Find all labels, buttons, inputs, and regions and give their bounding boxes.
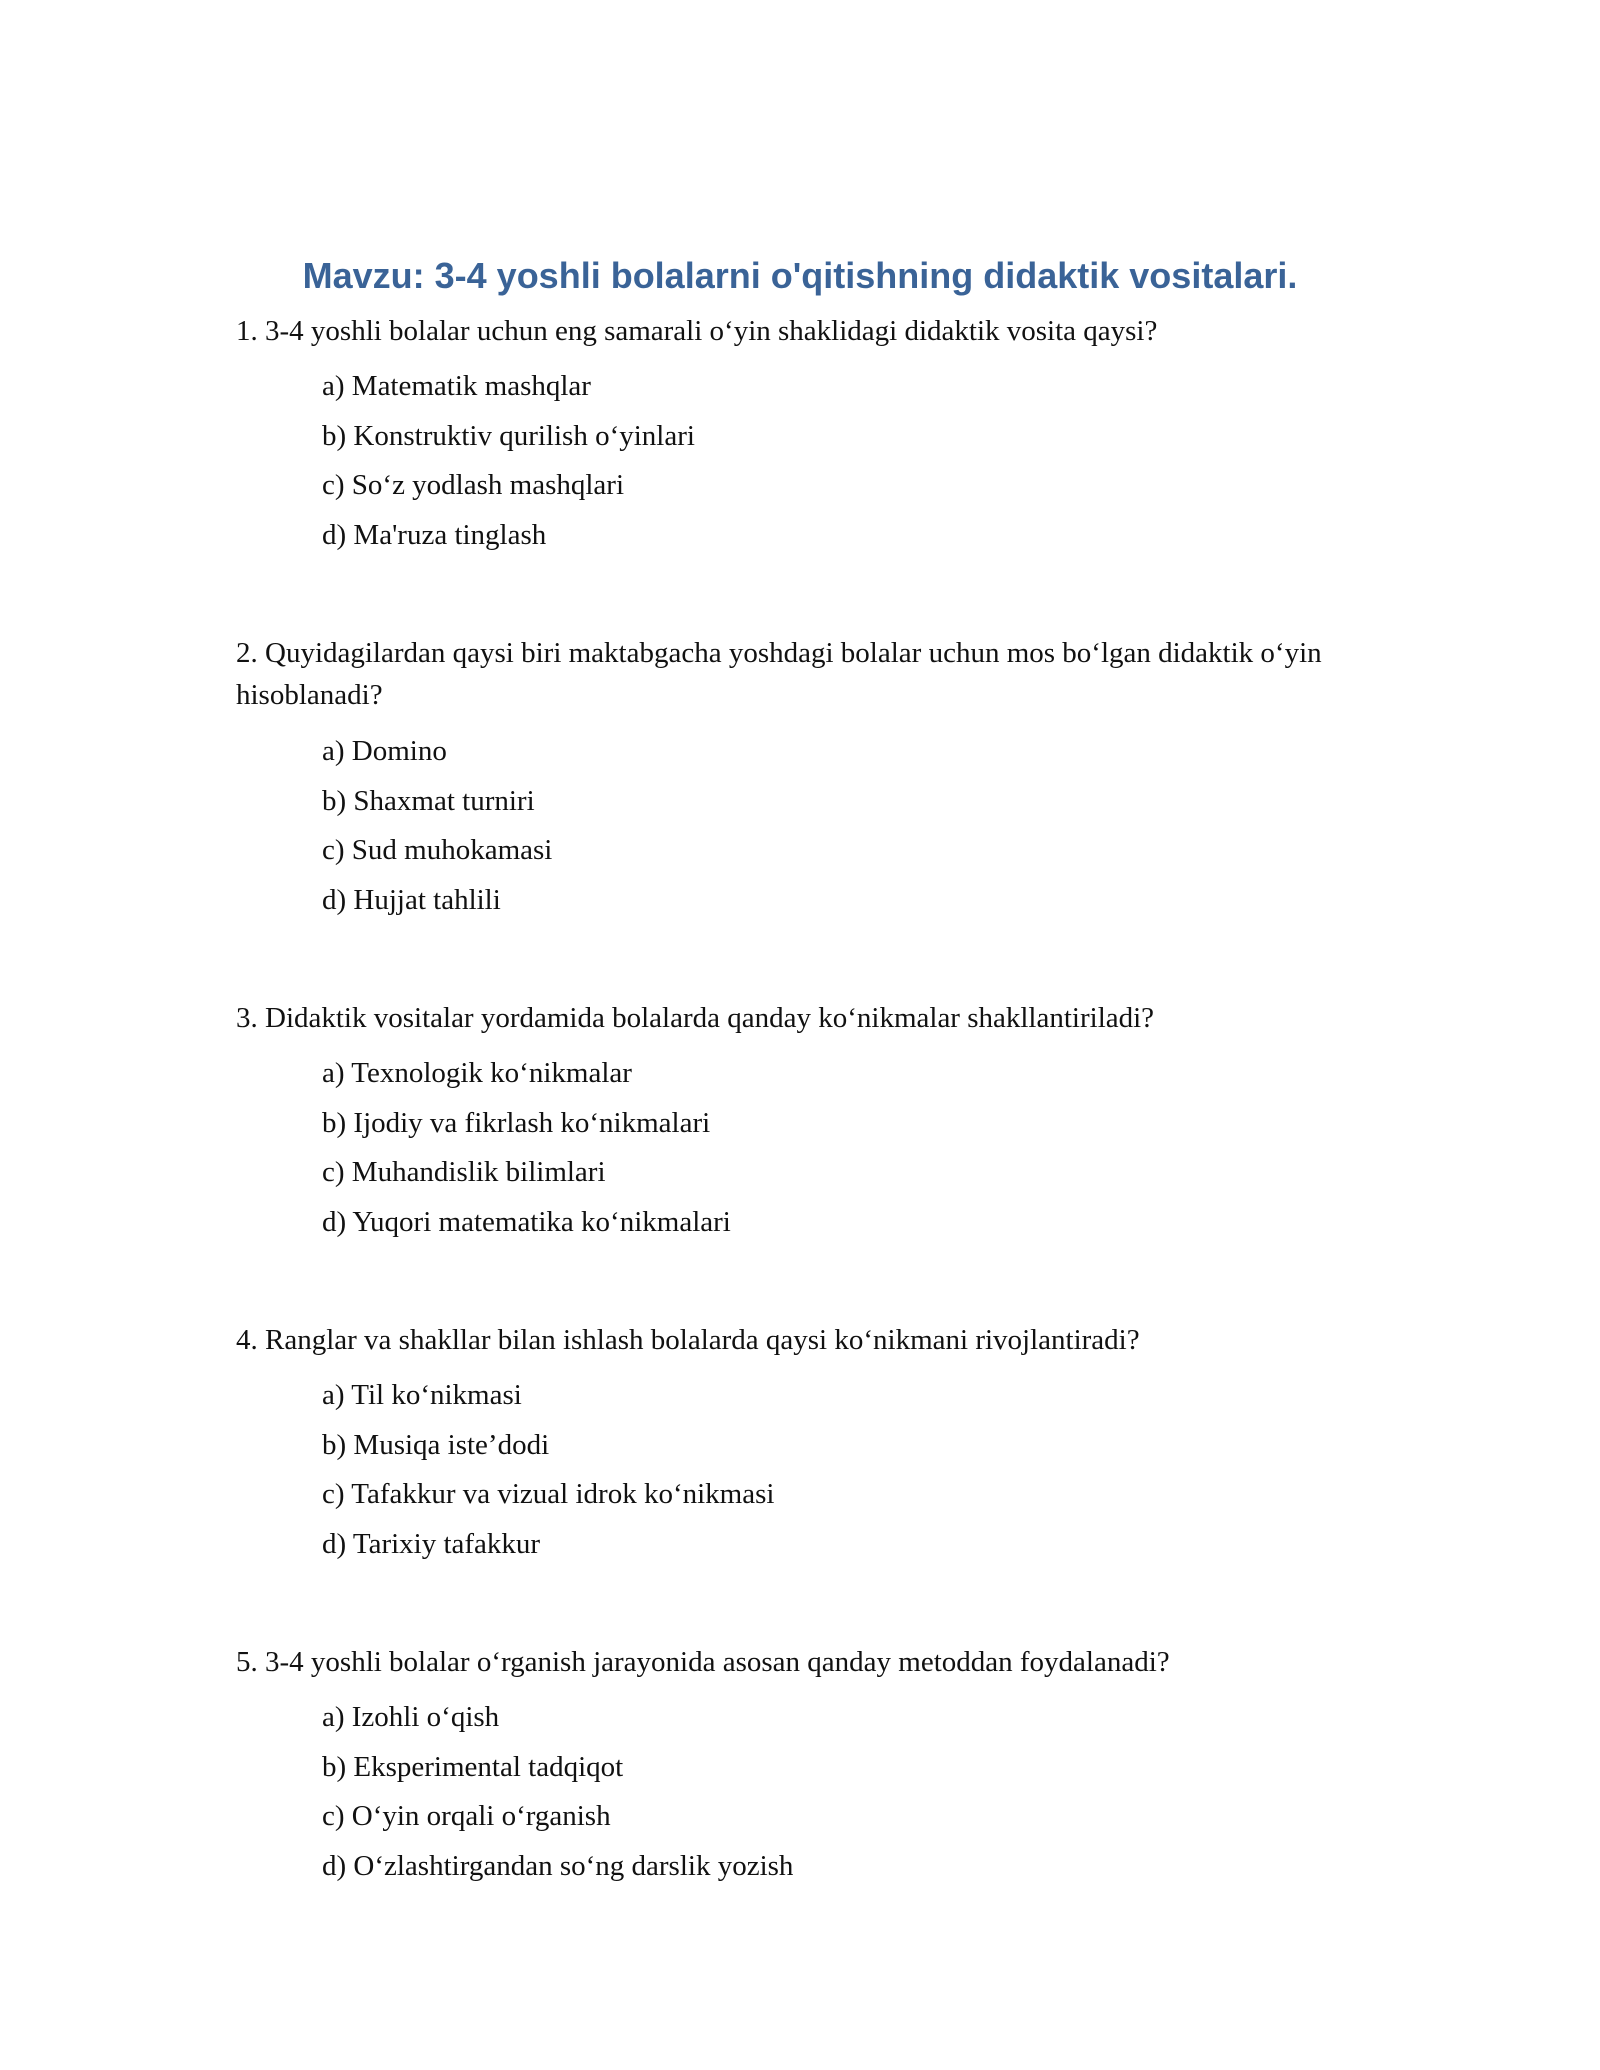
question-3-option-d: d) Yuqori matematika ko‘nikmalari [322,1205,731,1238]
question-4-option-b: b) Musiqa iste’dodi [322,1428,550,1461]
question-2-option-a: a) Domino [322,735,447,767]
question-4: 4. Ranglar va shakllar bilan ishlash bolalarda qaysi ko‘nikmani rivojlantiradi? [236,1324,1140,1356]
question-1-option-a: a) Matematik mashqlar [322,370,591,402]
question-5-option-b: b) Eksperimental tadqiqot [322,1750,624,1783]
document-title: Mavzu: 3-4 yoshli bolalarni o'qitishning didaktik vositalari. [302,255,1298,296]
question-4-option-c: c) Tafakkur va vizual idrok ko‘nikmasi [322,1478,775,1510]
question-3-options [322,1049,1222,1247]
question-2-options [322,727,1222,925]
question-1-option-c: c) So‘z yodlash mashqlari [322,469,625,501]
question-1-option-b: b) Konstruktiv qurilish o‘yinlari [322,419,695,452]
question-2-option-d: d) Hujjat tahlili [322,883,501,916]
question-4-options [322,1371,1222,1569]
question-2: 2. Quyidagilardan qaysi biri maktabgacha yoshdagi bolalar uchun mos bo‘lgan didaktik o‘yin hisoblanadi? [236,637,1322,711]
question-4-option-d: d) Tarixiy tafakkur [322,1527,541,1560]
question-4-option-a: a) Til ko‘nikmasi [322,1379,522,1411]
question-2-option-b: b) Shaxmat turniri [322,784,535,817]
question-3-option-c: c) Muhandislik bilimlari [322,1156,606,1188]
question-3: 3. Didaktik vositalar yordamida bolalarda qanday ko‘nikmalar shakllantiriladi? [236,1002,1155,1034]
question-5-option-a: a) Izohli o‘qish [322,1701,500,1733]
question-1: 1. 3-4 yoshli bolalar uchun eng samarali o‘yin shaklidagi didaktik vosita qaysi? [236,315,1158,347]
question-5: 5. 3-4 yoshli bolalar o‘rganish jarayonida asosan qanday metoddan foydalanadi? [236,1646,1170,1678]
question-1-option-d: d) Ma'ruza tinglash [322,518,547,551]
question-3-option-a: a) Texnologik ko‘nikmalar [322,1057,632,1089]
question-5-option-c: c) O‘yin orqali o‘rganish [322,1800,611,1832]
question-3-option-b: b) Ijodiy va fikrlash ko‘nikmalari [322,1106,711,1139]
question-5-option-d: d) O‘zlashtirgandan so‘ng darslik yozish [322,1849,794,1882]
question-5-options [322,1693,1222,1891]
question-2-option-c: c) Sud muhokamasi [322,834,553,866]
question-1-options [322,362,1222,560]
